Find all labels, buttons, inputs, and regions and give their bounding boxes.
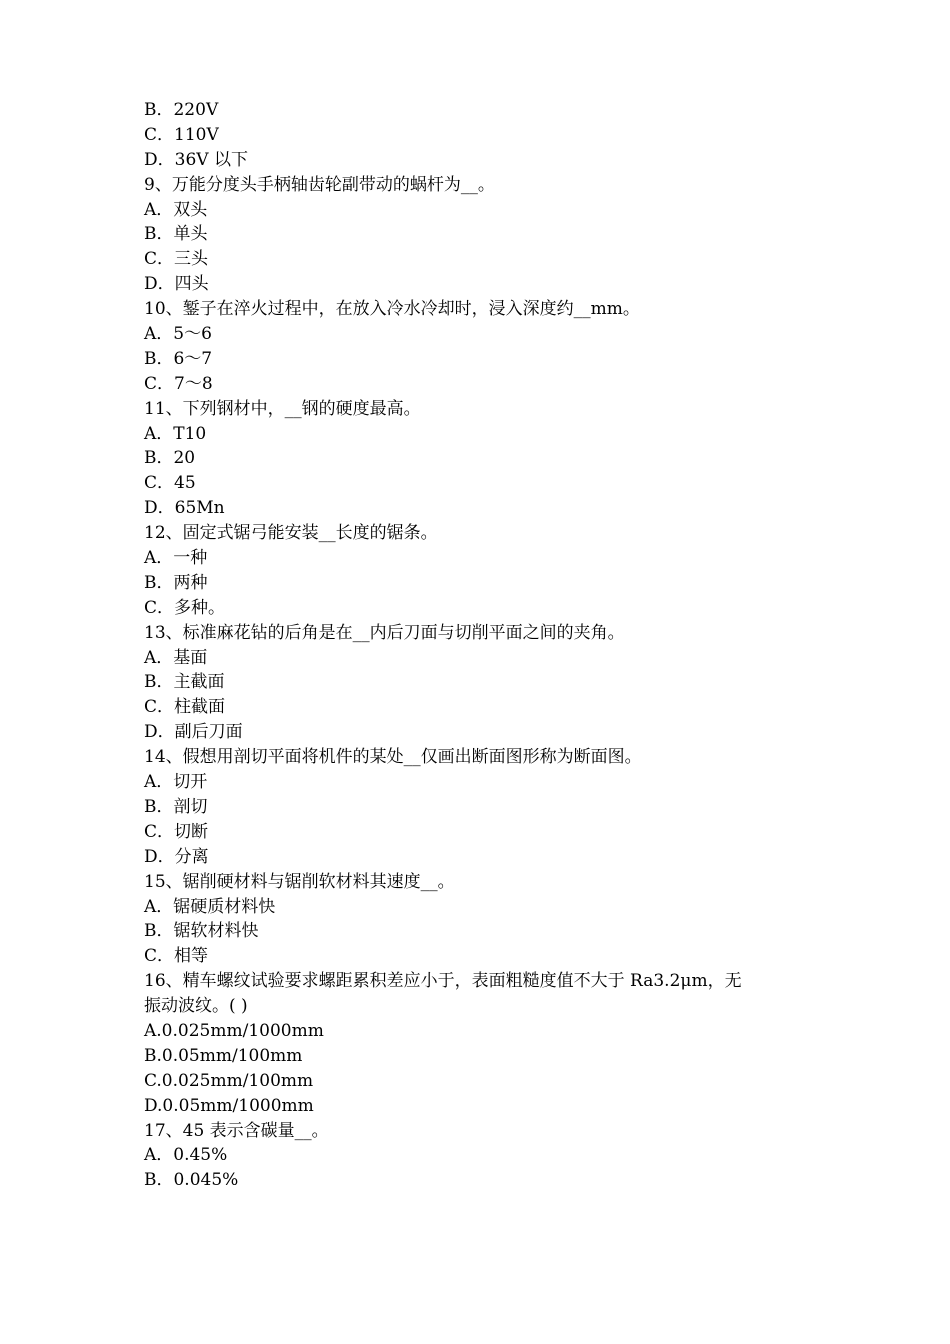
text-line: D．36V 以下 <box>144 149 248 170</box>
text-line: B．20 <box>144 448 196 469</box>
text-line: C．多种。 <box>144 597 226 618</box>
text-line: C．三头 <box>144 249 209 270</box>
text-line: D．65Mn <box>144 498 225 519</box>
text-line: C．切断 <box>144 821 209 842</box>
text-line: A．双头 <box>144 199 208 220</box>
text-line: B．6～7 <box>144 348 213 369</box>
text-line: B．锯软材料快 <box>144 921 259 942</box>
text-line: A．切开 <box>144 772 208 793</box>
question-10: 10、錾子在淬火过程中，在放入冷水冷却时，浸入深度约__mm。 <box>144 299 640 320</box>
text-line: C.0.025mm/100mm <box>144 1070 314 1091</box>
text-line: D．四头 <box>144 274 209 295</box>
question-9: 9、万能分度头手柄轴齿轮副带动的蜗杆为__。 <box>144 174 495 195</box>
text-line: D．副后刀面 <box>144 722 243 743</box>
text-line: A．T10 <box>144 423 207 444</box>
question-12: 12、固定式锯弓能安装__长度的锯条。 <box>144 523 438 544</box>
text-line: A．基面 <box>144 647 208 668</box>
text-line: A．一种 <box>144 548 208 569</box>
question-16-continued: 振动波纹。( ) <box>144 996 248 1017</box>
question-14: 14、假想用剖切平面将机件的某处__仅画出断面图形称为断面图。 <box>144 747 642 768</box>
text-line: A.0.025mm/1000mm <box>144 1020 324 1041</box>
text-line: B．220V <box>144 100 219 120</box>
question-13: 13、标准麻花钻的后角是在__内后刀面与切削平面之间的夹角。 <box>144 622 625 643</box>
text-line: B．剖切 <box>144 796 208 817</box>
text-line: A．0.45% <box>144 1145 228 1166</box>
text-line: C．7～8 <box>144 373 213 394</box>
text-line: C．柱截面 <box>144 697 226 718</box>
text-line: B．单头 <box>144 224 208 245</box>
question-11: 11、下列钢材中，__钢的硬度最高。 <box>144 398 421 419</box>
text-line: B.0.05mm/100mm <box>144 1045 303 1066</box>
text-line: C．45 <box>144 473 196 494</box>
question-17: 17、45 表示含碳量__。 <box>144 1120 329 1141</box>
text-line: C．相等 <box>144 946 209 967</box>
text-line: D．分离 <box>144 846 209 867</box>
text-line: B．两种 <box>144 572 208 593</box>
text-line: D.0.05mm/1000mm <box>144 1095 314 1116</box>
text-line: B．主截面 <box>144 672 225 693</box>
text-line: B．0.045% <box>144 1170 239 1191</box>
question-16: 16、精车螺纹试验要求螺距累积差应小于，表面粗糙度值不大于 Ra3.2μm，无 <box>144 971 742 992</box>
document-page <box>144 98 824 1193</box>
text-line: A．锯硬质材料快 <box>144 896 276 917</box>
text-line: C．110V <box>144 124 219 145</box>
text-line: A．5～6 <box>144 324 212 345</box>
question-15: 15、锯削硬材料与锯削软材料其速度__。 <box>144 871 455 892</box>
